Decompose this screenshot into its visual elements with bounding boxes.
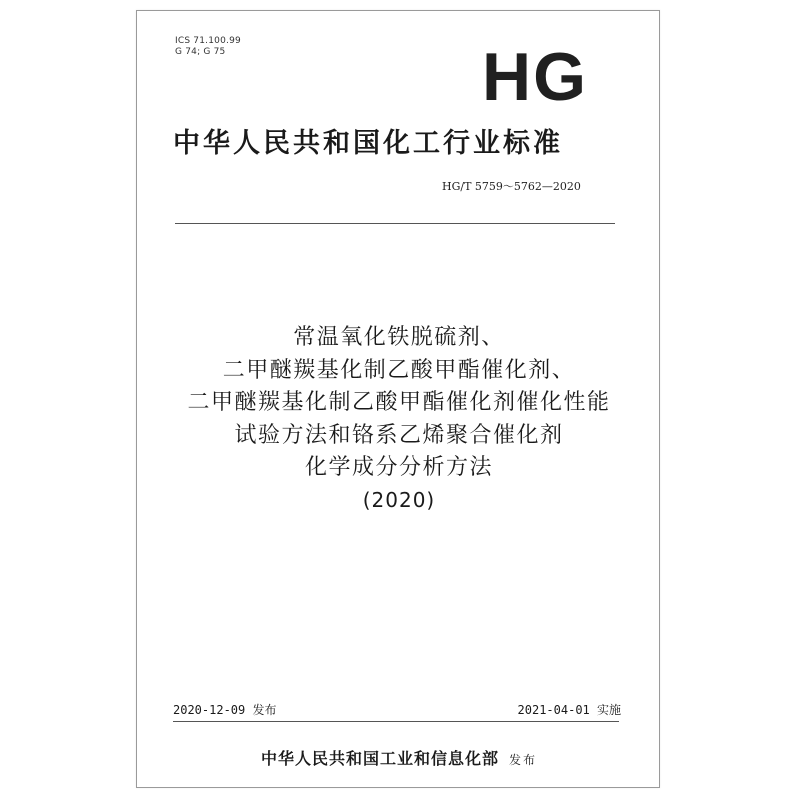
issue-date: 2020-12-09 发布 <box>173 703 277 717</box>
implementation-date: 2021-04-01 实施 <box>517 703 621 717</box>
title-line: 化学成分分析方法 <box>304 455 493 480</box>
publisher-name: 中华人民共和国工业和信息化部 <box>260 749 499 768</box>
hg-logo: HG <box>482 39 588 115</box>
title-line: 二甲醚羰基化制乙酸甲酯催化剂、 <box>222 357 576 383</box>
standard-cover-page <box>136 10 660 788</box>
ics-code: ICS 71.100.99 <box>175 36 241 46</box>
ccs-code: G 74; G 75 <box>175 47 226 57</box>
footer-divider <box>173 721 619 722</box>
series-title: 中华人民共和国化工行业标准 <box>173 128 563 159</box>
title-year: (2020) <box>362 487 436 512</box>
publish-action: 发布 <box>509 753 538 767</box>
header-divider <box>175 223 615 224</box>
title-line: 常温氧化铁脱硫剂、 <box>293 325 505 350</box>
title-line: 试验方法和铬系乙烯聚合催化剂 <box>234 422 564 448</box>
document-title <box>137 322 661 515</box>
publisher-line <box>137 746 661 769</box>
title-line: 二甲醚羰基化制乙酸甲酯催化剂催化性能 <box>187 390 611 415</box>
classification-codes <box>175 36 241 58</box>
standard-number: HG/T 5759～5762—2020 <box>442 180 581 193</box>
